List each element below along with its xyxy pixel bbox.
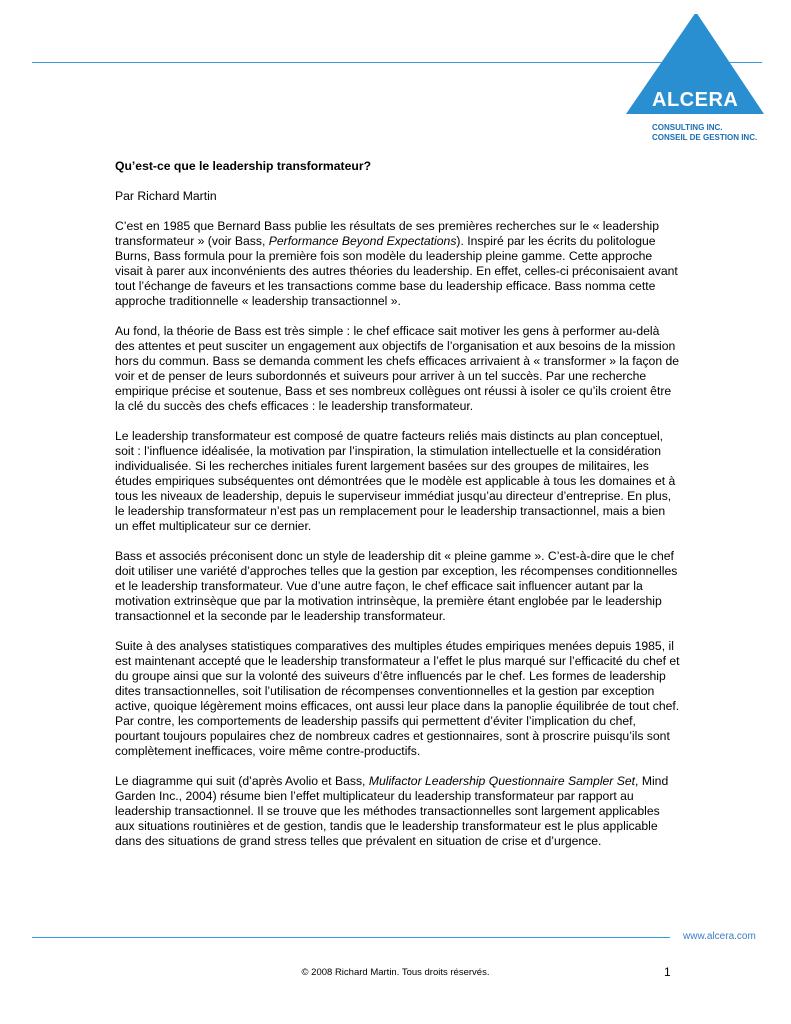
paragraph-1-text-a: C’est en 1985 que Bernard Bass publie les résultats de ses premières recherches sur le « leadership transformateur » (voir Bass, — [115, 219, 659, 248]
paragraph-1 — [115, 219, 680, 309]
logo-name: ALCERA — [652, 89, 739, 111]
website-link[interactable]: www.alcera.com — [683, 931, 756, 942]
paragraph-2: Au fond, la théorie de Bass est très simple : le chef efficace sait motiver les gens à performer au-delà des attentes et peut susciter un engagement aux objectifs de l’organisation et aux besoins de la mission hors du commun. Bass se demanda comment les chefs efficaces arrivaient à « transformer » la façon de voir et de penser de leurs subordonnés et suiveurs pour arriver à un tel succès. Par une recherche empirique précise et soutenue, Bass et ses nombreux collègues ont réussi à isoler ce qu’ils croient être la clé du succès des chefs efficaces : le leadership transformateur. — [115, 324, 680, 413]
paragraph-4: Bass et associés préconisent donc un style de leadership dit « pleine gamme ». C’est-à-dire que le chef doit utiliser une variété d’approches telles que la gestion par exception, les récompenses conditionnelles et le leadership transformateur. Vue d’une autre façon, le chef efficace sait influencer autant par la motivation extrinsèque que par la motivation intrinsèque, la première étant englobée par le leadership transactionnel et la seconde par le leadership transformateur. — [115, 549, 678, 623]
book-title-performance: Performance Beyond Expectations — [268, 234, 457, 248]
paragraph-5: Suite à des analyses statistiques comparatives des multiples études empiriques menées depuis 1985, il est maintenant accepté que le leadership transformateur a l’effet le plus marqué sur l’efficacité du chef et du groupe ainsi que sur la volonté des suiveurs d’être influencés par le chef. Les formes de leadership dites transactionnelles, soit l’utilisation de récompenses conventionnelles et la gestion par exception active, quoique légèrement moins efficaces, ont aussi leur place dans la panoplie équilibrée de tout chef. Par contre, les comportements de leadership passifs qui permettent d’éviter l’implication du chef, pourtant toujours populaires chez de nombreux cadres et gestionnaires, sont à proscrire puisqu’ils sont complètement inefficaces, voire même contre-productifs. — [115, 639, 680, 758]
paragraph-6 — [115, 774, 680, 849]
logo-subtitle-en: CONSULTING INC. — [652, 123, 723, 132]
copyright-notice: © 2008 Richard Martin. Tous droits réservés. — [301, 967, 490, 978]
paragraph-1-text-b: ). Inspiré par les écrits du politologue Burns, Bass formula pour la première fois son modèle du leadership pleine gamme. Cette approche visait à parer aux inconvénients des autres théories du leadership. En effet, celles-ci préconisaient avant tout l’échange de faveurs et les transactions comme base du leadership efficace. Bass nomma cette approche traditionnelle « leadership transactionnel ». — [115, 234, 678, 308]
footer-divider — [32, 937, 670, 938]
paragraph-6-text-a: Le diagramme qui suit (d’après Avolio et Bass, — [115, 774, 369, 788]
book-title-mlq: Mulifactor Leadership Questionnaire Sampler Set — [368, 774, 636, 788]
article-byline: Par Richard Martin — [115, 189, 217, 203]
page-number: 1 — [664, 965, 671, 979]
paragraph-3: Le leadership transformateur est composé de quatre facteurs reliés mais distincts au plan conceptuel, soit : l’influence idéalisée, la motivation par l’inspiration, la stimulation intellectuelle et la considération individualisée. Si les recherches initiales furent largement basées sur des groupes de militaires, les études empiriques subséquentes ont démontrées que le modèle est applicable à tous les domaines et à tous les niveaux de leadership, depuis le superviseur immédiat jusqu’au directeur d’entreprise. En plus, le leadership transformateur n’est pas un remplacement pour le leadership transactionnel, mais a bien un effet multiplicateur sur ce dernier. — [115, 429, 676, 533]
alcera-logo — [626, 14, 766, 146]
article-title: Qu’est-ce que le leadership transformateur? — [115, 159, 372, 173]
article-body — [115, 159, 680, 864]
paragraph-6-text-b: , Mind Garden Inc., 2004) résume bien l’effet multiplicateur du leadership transformateur par rapport au leadership transactionnel. Il se trouve que les méthodes transactionnelles sont largement applicables aux situations routinières et de gestion, tandis que le leadership transformateur est le plus applicable dans des situations de grand stress telles que prévalent en situation de crise et d’urgence. — [115, 774, 669, 848]
logo-subtitle-fr: CONSEIL DE GESTION INC. — [652, 133, 758, 142]
